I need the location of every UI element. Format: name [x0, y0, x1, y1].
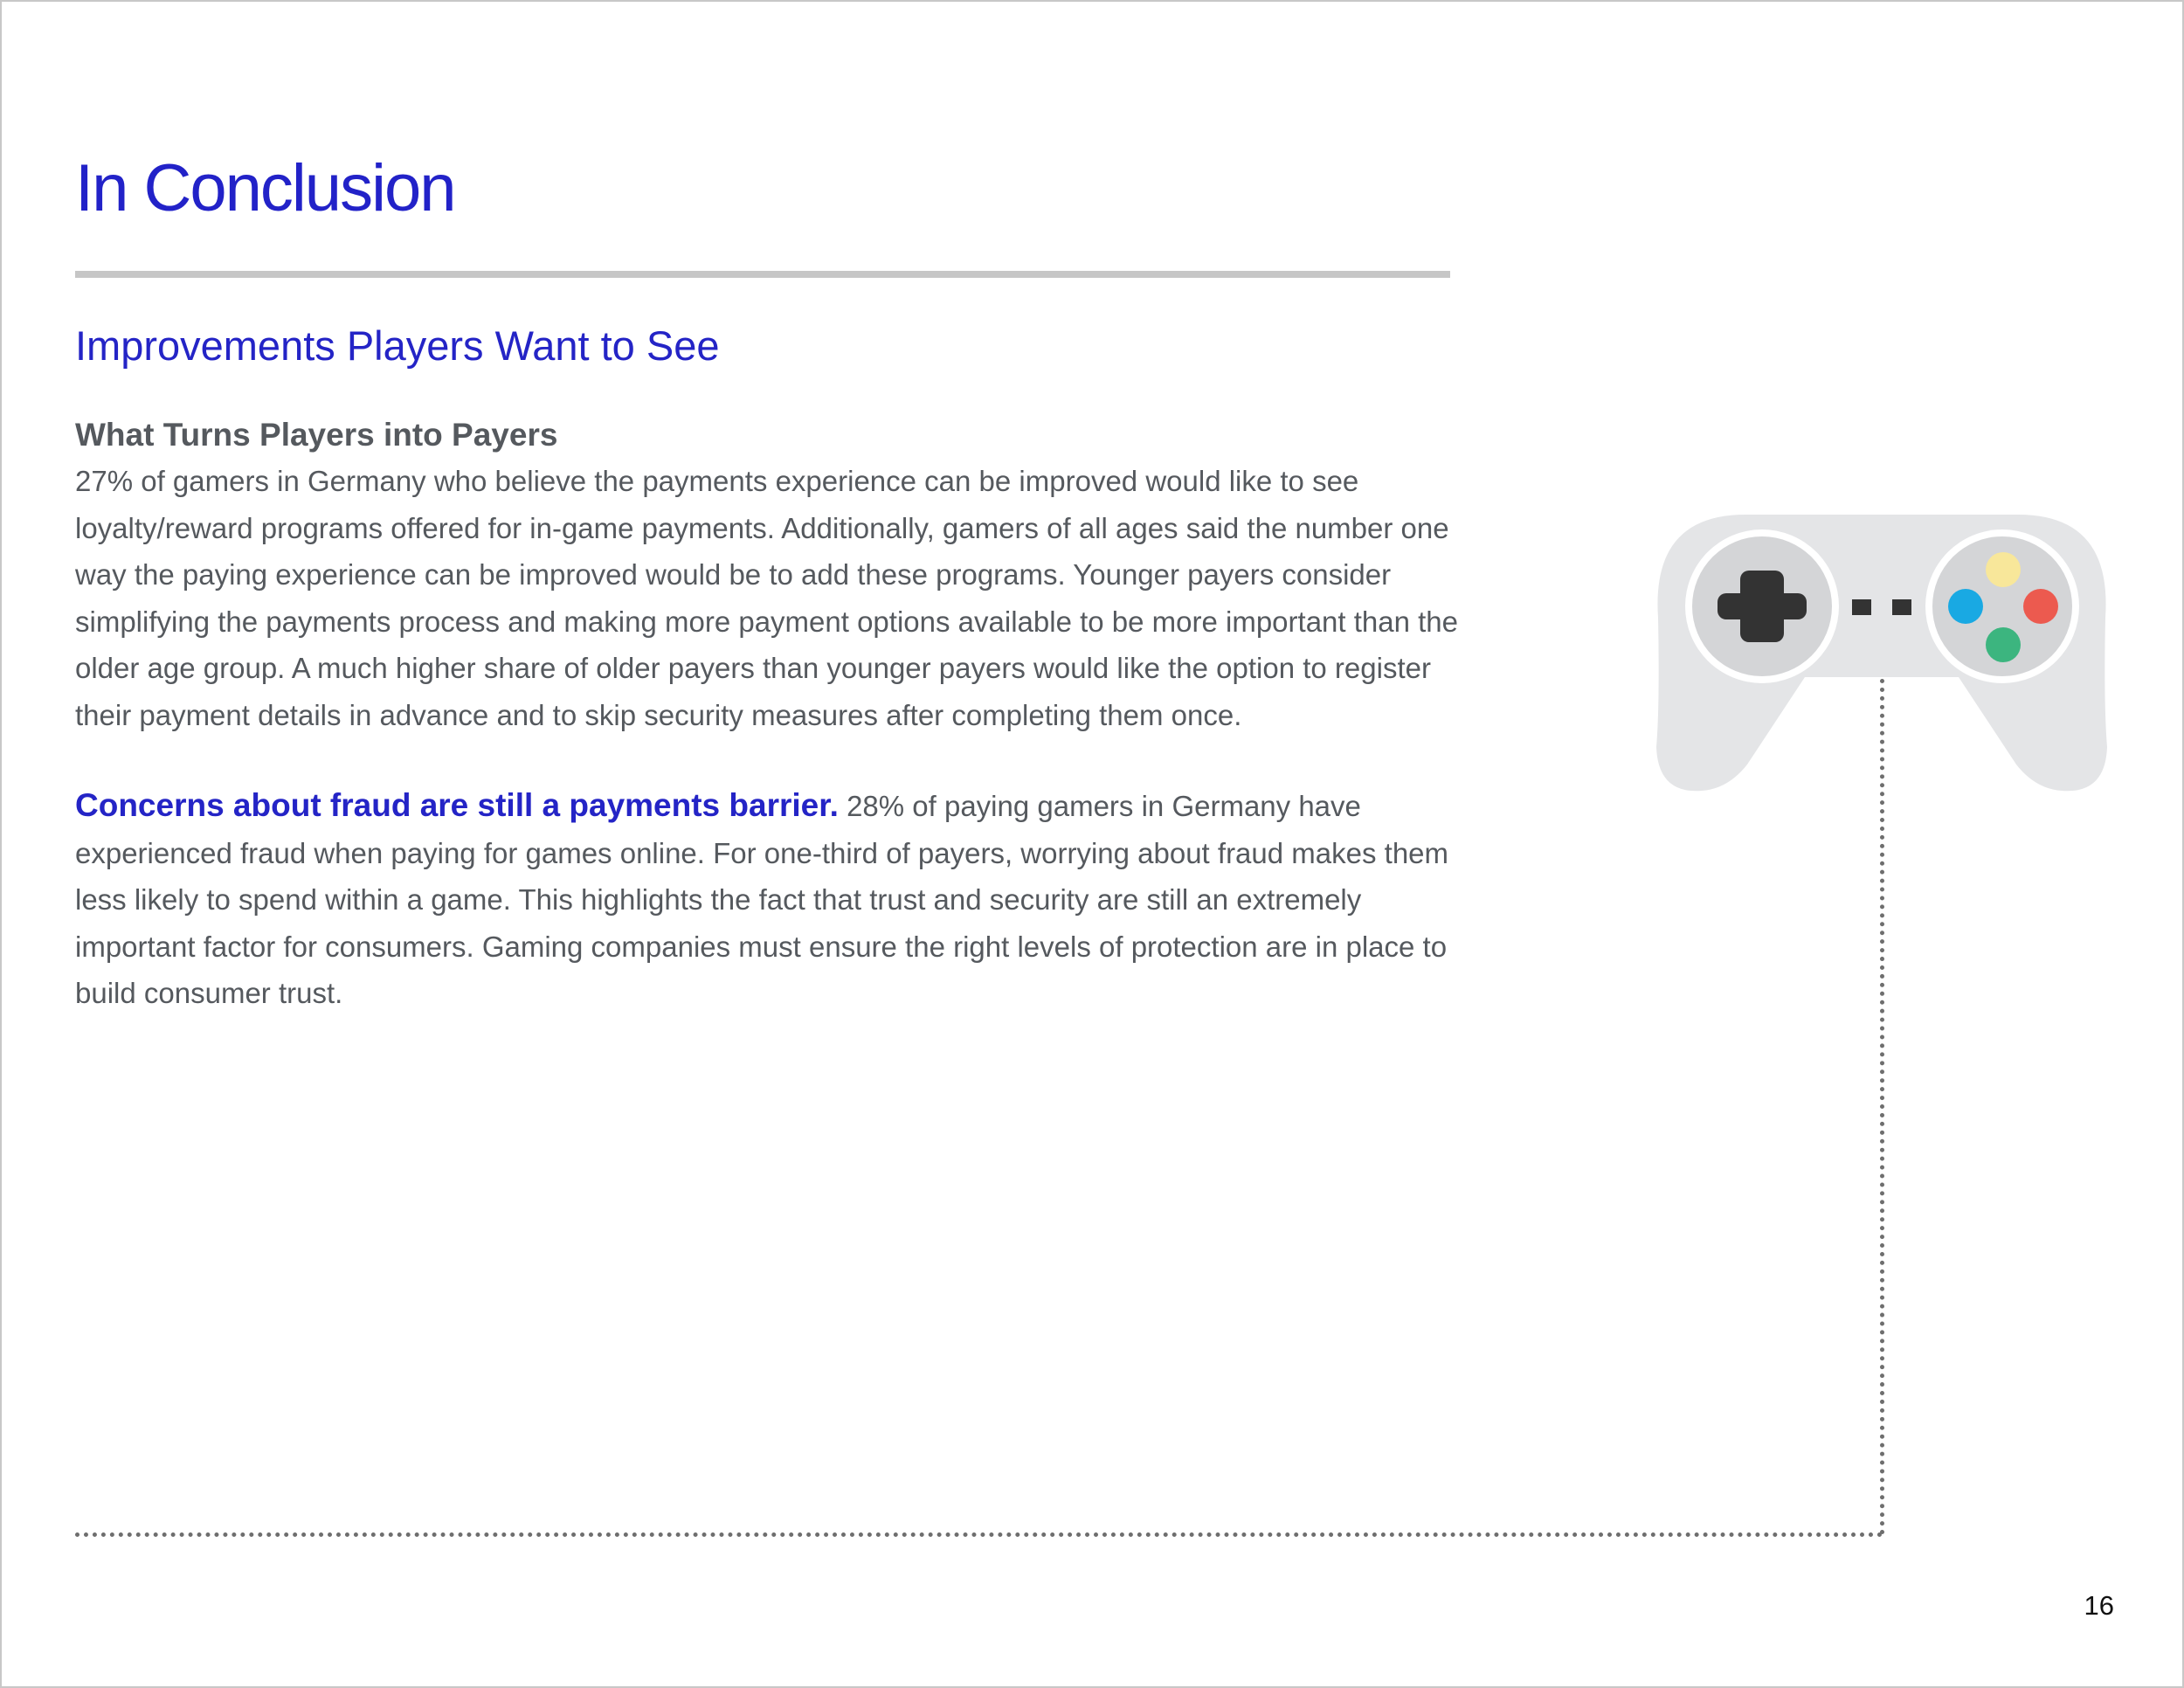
select-button [1852, 599, 1871, 615]
start-button [1892, 599, 1911, 615]
paragraph-fraud [75, 782, 1473, 1017]
section-heading: What Turns Players into Payers [75, 417, 558, 453]
button-bottom [1986, 627, 2021, 662]
title-divider [75, 271, 1450, 278]
button-right [2023, 589, 2058, 624]
fraud-body-text: 28% of paying gamers in Germany have experienced fraud when paying for games online. For one-third of payers, worrying about fraud makes them less likely to spend within a game. This highlights the fact that trust and security are still an extremely important factor for consumers. Gaming companies must ensure the right levels of protection are in place to build consumer trust. [75, 790, 1449, 1009]
button-top [1986, 552, 2021, 587]
fraud-lead-sentence: Concerns about fraud are still a payments barrier. [75, 787, 839, 823]
dotted-connector-vertical [1880, 679, 1884, 1535]
button-left [1948, 589, 1983, 624]
dotted-connector-horizontal [75, 1532, 1883, 1537]
paragraph-players-into-payers: 27% of gamers in Germany who believe the payments experience can be improved would like to see loyalty/reward programs offered for in-game payments. Additionally, gamers of all ages said the number one way the paying experience can be improved would be to add these programs. Younger payers consider simplifying the payments process and making more payment options available to be more important than the older age group. A much higher share of older payers than younger payers would like the option to register their payment details in advance and to skip security measures after completing them once. [75, 465, 1459, 731]
section-subtitle: Improvements Players Want to See [75, 322, 720, 369]
page-number: 16 [2084, 1590, 2114, 1621]
body-content [75, 412, 1473, 1017]
page-title: In Conclusion [75, 151, 455, 225]
